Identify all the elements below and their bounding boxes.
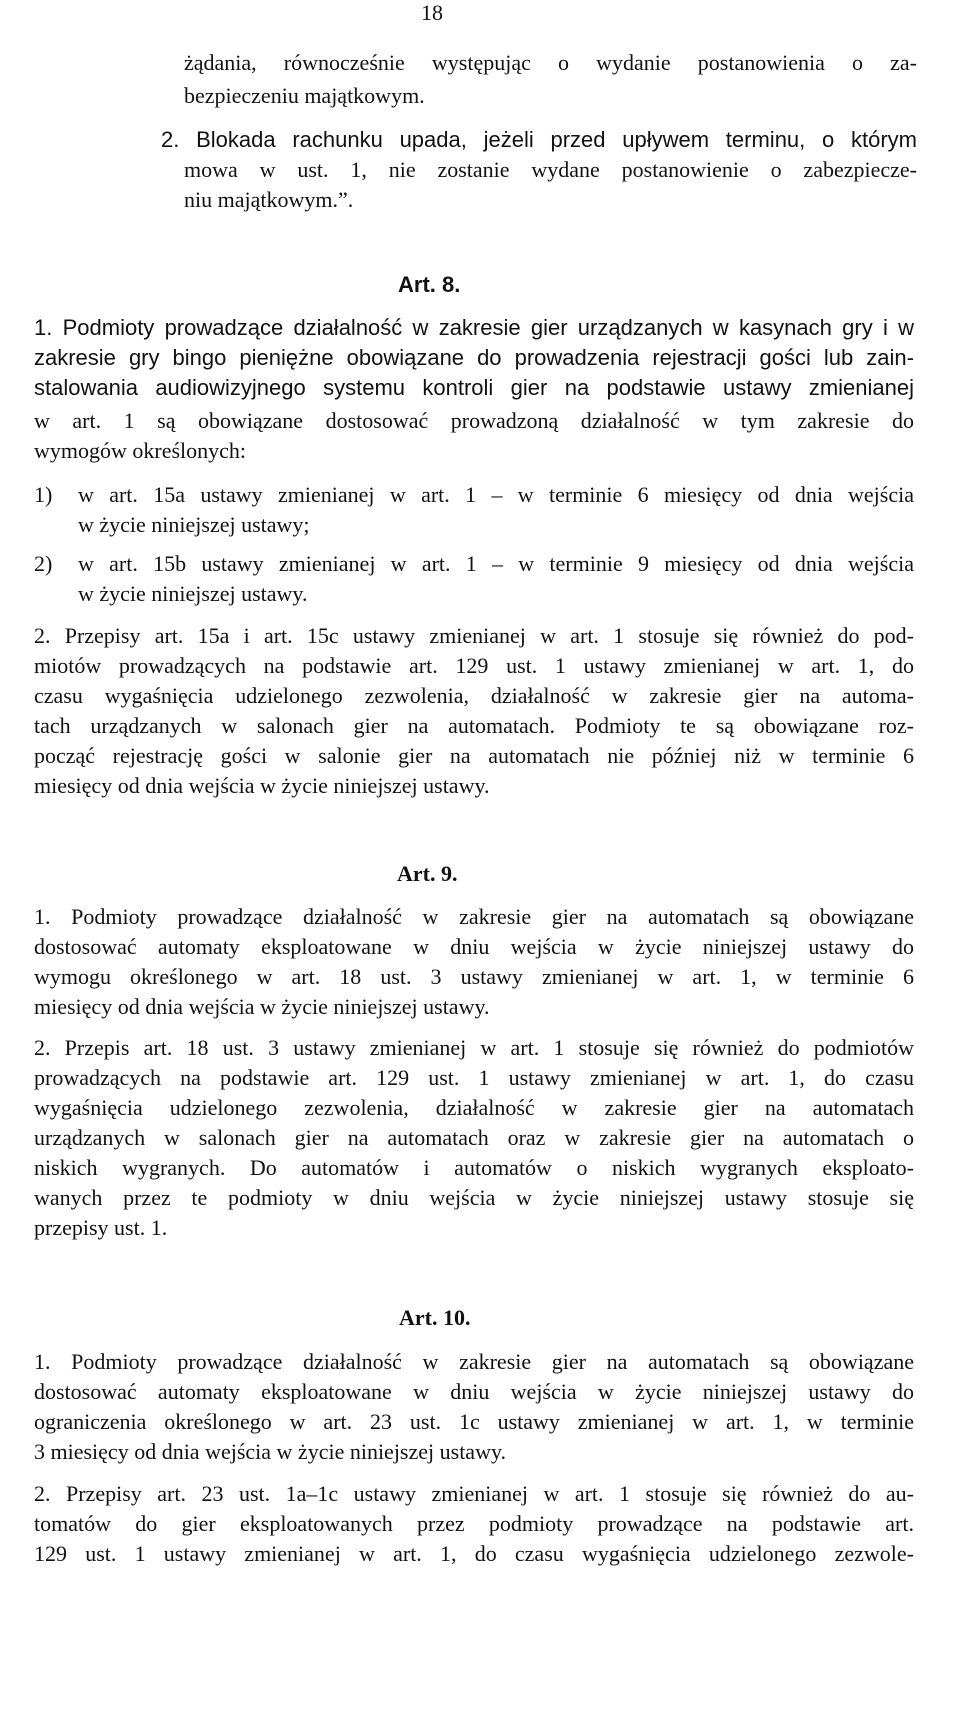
item-number: 2): [34, 551, 53, 576]
text-line: 1. Podmioty prowadzące działalność w zakresie gier urządzanych w kasynach gry i w: [34, 315, 914, 340]
text-line: w art. 1 są obowiązane dostosować prowadzoną działalność w tym zakresie do: [34, 408, 914, 433]
text-line: miotów prowadzących na podstawie art. 129 ust. 1 ustawy zmienianej w art. 1, do: [34, 653, 914, 678]
text-line: 1. Podmioty prowadzące działalność w zakresie gier na automatach są obowiązane: [34, 1349, 914, 1374]
text-line: w art. 15b ustawy zmienianej w art. 1 – w terminie 9 miesięcy od dnia wejścia: [78, 551, 914, 576]
text-line: miesięcy od dnia wejścia w życie niniejszej ustawy.: [34, 773, 490, 798]
text-line: w art. 15a ustawy zmienianej w art. 1 – w terminie 6 miesięcy od dnia wejścia: [78, 482, 914, 507]
text-line: tach urządzanych w salonach gier na automatach. Podmioty te są obowiązane roz-: [34, 713, 914, 738]
text-line: w życie niniejszej ustawy.: [78, 581, 308, 606]
text-line: mowa w ust. 1, nie zostanie wydane postanowienie o zabezpiecze-: [184, 157, 917, 182]
text-line: w życie niniejszej ustawy;: [78, 512, 310, 537]
text-line: 2. Przepis art. 18 ust. 3 ustawy zmienianej w art. 1 stosuje się również do podmiotów: [34, 1035, 914, 1060]
text-line: 2. Przepisy art. 23 ust. 1a–1c ustawy zmienianej w art. 1 stosuje się również do au-: [34, 1481, 914, 1506]
text-line: począć rejestrację gości w salonie gier na automatach nie później niż w terminie 6: [34, 743, 914, 768]
text-line: niskich wygranych. Do automatów i automatów o niskich wygranych eksploato-: [34, 1155, 914, 1180]
text-line: zakresie gry bingo pieniężne obowiązane do prowadzenia rejestracji gości lub zain-: [34, 345, 914, 370]
text-line: prowadzących na podstawie art. 129 ust. 1 ustawy zmienianej w art. 1, do czasu: [34, 1065, 914, 1090]
text-line: urządzanych w salonach gier na automatach oraz w zakresie gier na automatach o: [34, 1125, 914, 1150]
text-line: bezpieczeniu majątkowym.: [184, 83, 425, 108]
text-line: wymogów określonych:: [34, 438, 247, 463]
item-number: 1): [34, 482, 53, 507]
text-line: dostosować automaty eksploatowane w dniu wejścia w życie niniejszej ustawy do: [34, 934, 914, 959]
article-heading: Art. 10.: [399, 1305, 471, 1330]
text-line: miesięcy od dnia wejścia w życie niniejszej ustawy.: [34, 994, 490, 1019]
text-line: przepisy ust. 1.: [34, 1215, 168, 1240]
text-line: żądania, równocześnie występując o wydanie postanowienia o za-: [184, 50, 917, 75]
text-line: wanych przez te podmioty w dniu wejścia w życie niniejszej ustawy stosuje się: [34, 1185, 914, 1210]
article-heading: Art. 8.: [398, 272, 461, 297]
article-heading: Art. 9.: [397, 861, 458, 886]
text-line: ograniczenia określonego w art. 23 ust. 1c ustawy zmienianej w art. 1, w terminie: [34, 1409, 914, 1434]
text-line: tomatów do gier eksploatowanych przez podmioty prowadzące na podstawie art.: [34, 1511, 914, 1536]
text-line: wymogu określonego w art. 18 ust. 3 ustawy zmienianej w art. 1, w terminie 6: [34, 964, 914, 989]
text-line: czasu wygaśnięcia udzielonego zezwolenia, działalność w zakresie gier na automa-: [34, 683, 914, 708]
text-line: 3 miesięcy od dnia wejścia w życie niniejszej ustawy.: [34, 1439, 507, 1464]
text-line: 2. Blokada rachunku upada, jeżeli przed upływem terminu, o którym: [161, 127, 917, 152]
text-line: 2. Przepisy art. 15a i art. 15c ustawy zmienianej w art. 1 stosuje się również do pod-: [34, 623, 914, 648]
text-line: 129 ust. 1 ustawy zmienianej w art. 1, do czasu wygaśnięcia udzielonego zezwole-: [34, 1541, 914, 1566]
text-line: dostosować automaty eksploatowane w dniu wejścia w życie niniejszej ustawy do: [34, 1379, 914, 1404]
text-line: niu majątkowym.”.: [184, 187, 354, 212]
page-number: 18: [421, 0, 443, 25]
text-line: 1. Podmioty prowadzące działalność w zakresie gier na automatach są obowiązane: [34, 904, 914, 929]
text-line: stalowania audiowizyjnego systemu kontroli gier na podstawie ustawy zmienianej: [34, 375, 914, 400]
text-line: wygaśnięcia udzielonego zezwolenia, działalność w zakresie gier na automatach: [34, 1095, 914, 1120]
